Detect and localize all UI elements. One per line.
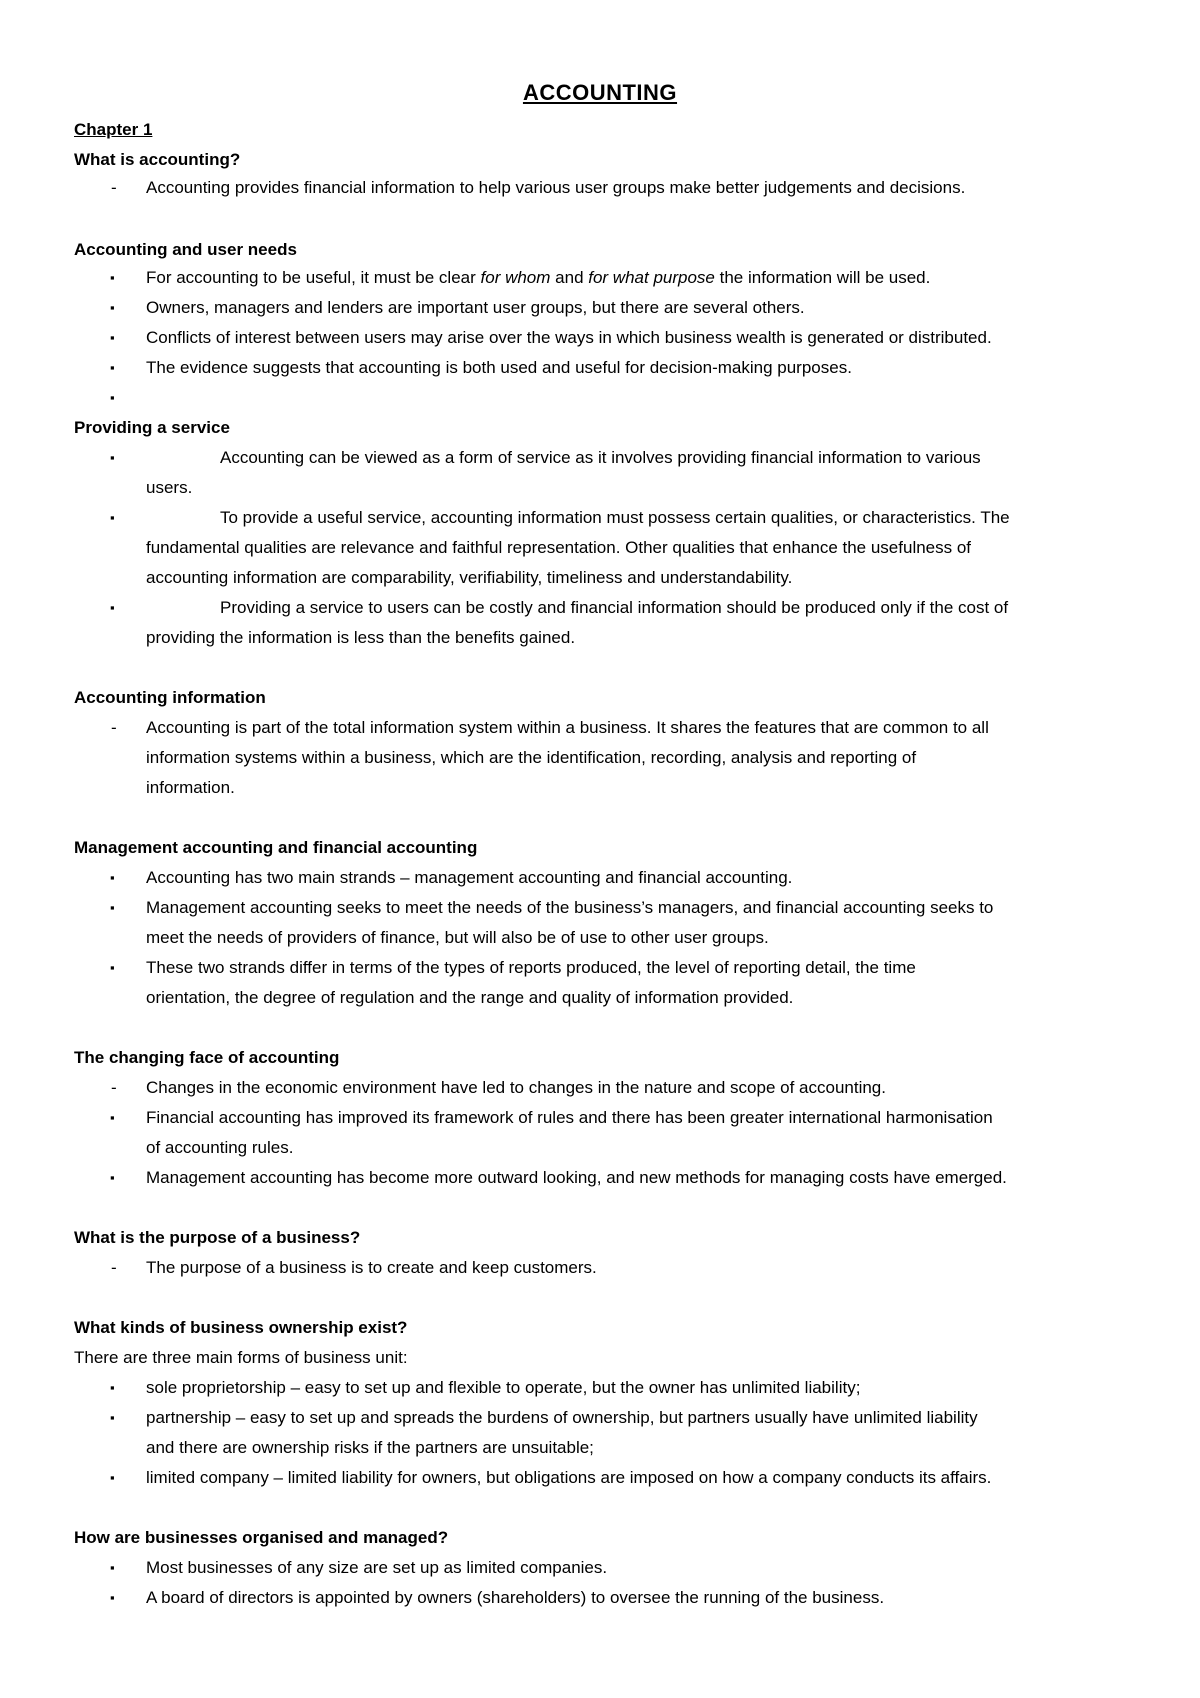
bullet-marker: ▪: [110, 450, 115, 465]
list-item-continuation: providing the information is less than the benefits gained.: [146, 628, 576, 647]
list-item-continuation: users.: [146, 478, 193, 497]
list-item-continuation: information systems within a business, which are the identification, recording, analysis and reporting of: [146, 748, 917, 767]
list-item: Management accounting has become more outward looking, and new methods for managing costs have emerged.: [146, 1168, 1007, 1187]
heading-user-needs: Accounting and user needs: [74, 240, 297, 259]
list-item: Accounting can be viewed as a form of service as it involves providing financial information to various: [220, 448, 981, 467]
bullet-marker: ▪: [110, 870, 115, 885]
list-item: Accounting has two main strands – management accounting and financial accounting.: [146, 868, 793, 887]
heading-purpose-business: What is the purpose of a business?: [74, 1228, 361, 1247]
list-item: Accounting is part of the total information system within a business. It shares the features that are common to all: [146, 718, 989, 737]
list-item: Changes in the economic environment have led to changes in the nature and scope of accounting.: [146, 1078, 886, 1097]
list-item: Financial accounting has improved its framework of rules and there has been greater international harmonisation: [146, 1108, 993, 1127]
list-item: Management accounting seeks to meet the needs of the business’s managers, and financial accounting seeks to: [146, 898, 994, 917]
list-item: Conflicts of interest between users may arise over the ways in which business wealth is generated or distributed.: [146, 328, 992, 347]
bullet-marker: ▪: [110, 360, 115, 375]
list-item: Most businesses of any size are set up as limited companies.: [146, 1558, 608, 1577]
bullet-marker: ▪: [110, 1590, 115, 1605]
bullet-marker: ▪: [110, 270, 115, 285]
list-item: Accounting provides financial information to help various user groups make better judgements and decisions.: [146, 178, 966, 197]
dash-marker: -: [111, 178, 117, 197]
dash-marker: -: [111, 1258, 117, 1277]
bullet-marker: ▪: [110, 1110, 115, 1125]
list-item-continuation: and there are ownership risks if the partners are unsuitable;: [146, 1438, 594, 1457]
list-item: For accounting to be useful, it must be clear for whom and for what purpose the information will be used.: [146, 268, 931, 287]
bullet-marker: ▪: [110, 390, 115, 405]
list-item-continuation: fundamental qualities are relevance and faithful representation. Other qualities that enhance the usefulness of: [146, 538, 972, 557]
bullet-marker: ▪: [110, 1560, 115, 1575]
list-item-continuation: of accounting rules.: [146, 1138, 294, 1157]
list-item-continuation: orientation, the degree of regulation and the range and quality of information provided.: [146, 988, 794, 1007]
heading-providing-service: Providing a service: [74, 418, 230, 437]
dash-marker: -: [111, 718, 117, 737]
bullet-marker: ▪: [110, 1470, 115, 1485]
bullet-marker: ▪: [110, 600, 115, 615]
list-item: Owners, managers and lenders are important user groups, but there are several others.: [146, 298, 805, 317]
heading-business-ownership: What kinds of business ownership exist?: [74, 1318, 408, 1337]
bullet-marker: ▪: [110, 1170, 115, 1185]
heading-what-is-accounting: What is accounting?: [74, 150, 241, 169]
list-item: A board of directors is appointed by owners (shareholders) to oversee the running of the business.: [146, 1588, 885, 1607]
bullet-marker: ▪: [110, 1410, 115, 1425]
document-title: ACCOUNTING: [522, 80, 678, 105]
list-item: Providing a service to users can be costly and financial information should be produced only if the cost of: [220, 598, 1009, 617]
bullet-marker: ▪: [110, 960, 115, 975]
heading-management-financial: Management accounting and financial accounting: [74, 838, 478, 857]
dash-marker: -: [111, 1078, 117, 1097]
bullet-marker: ▪: [110, 300, 115, 315]
list-item-continuation: information.: [146, 778, 235, 797]
heading-accounting-information: Accounting information: [74, 688, 266, 707]
chapter-label: Chapter 1: [74, 120, 153, 139]
list-item-continuation: accounting information are comparability, verifiability, timeliness and understandability.: [146, 568, 793, 587]
list-item: The purpose of a business is to create and keep customers.: [146, 1258, 597, 1277]
intro-text: There are three main forms of business unit:: [74, 1348, 408, 1367]
heading-organised-managed: How are businesses organised and managed?: [74, 1528, 449, 1547]
list-item: sole proprietorship – easy to set up and flexible to operate, but the owner has unlimited liability;: [146, 1378, 861, 1397]
list-item: The evidence suggests that accounting is both used and useful for decision-making purposes.: [146, 358, 852, 377]
list-item: To provide a useful service, accounting information must possess certain qualities, or characteristics. The: [220, 508, 1010, 527]
bullet-marker: ▪: [110, 1380, 115, 1395]
list-item: These two strands differ in terms of the types of reports produced, the level of reporting detail, the time: [146, 958, 916, 977]
list-item: partnership – easy to set up and spreads the burdens of ownership, but partners usually have unlimited liability: [146, 1408, 978, 1427]
list-item: limited company – limited liability for owners, but obligations are imposed on how a company conducts its affairs.: [146, 1468, 992, 1487]
bullet-marker: ▪: [110, 330, 115, 345]
heading-changing-face: The changing face of accounting: [74, 1048, 340, 1067]
list-item-continuation: meet the needs of providers of finance, but will also be of use to other user groups.: [146, 928, 769, 947]
bullet-marker: ▪: [110, 900, 115, 915]
bullet-marker: ▪: [110, 510, 115, 525]
